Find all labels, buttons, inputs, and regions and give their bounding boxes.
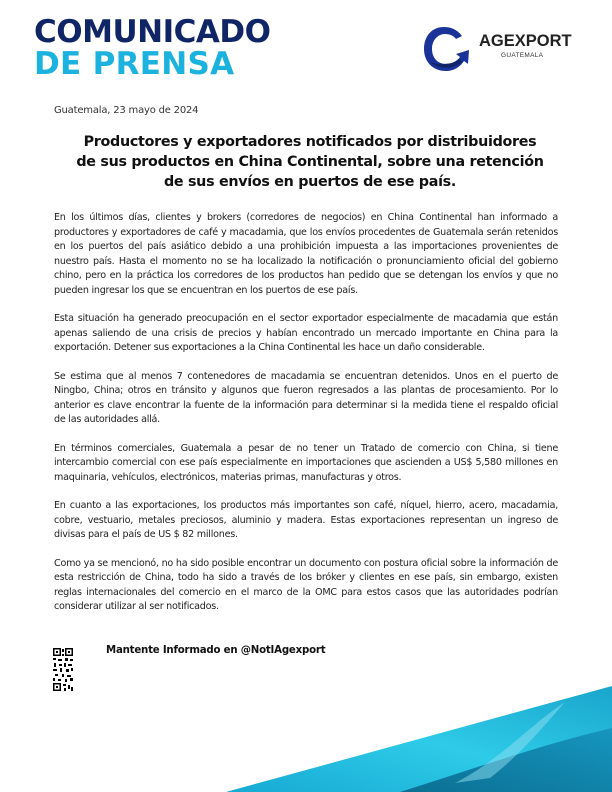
paragraph: Esta situación ha generado preocupación en el sector exportador especialmente de macadamia que están apenas saliendo de una crisis de precios y habían encontrado un mercado importante en China para la exportación. Detener sus exportaciones a la China Continental les hace un daño considerable. [54,313,558,353]
paragraph: En cuanto a las exportaciones, los productos más importantes son café, níquel, hierro, acero, macadamia, cobre, vestuario, metales preciosos, aluminio y madera. Estas exportaciones representan un ingreso de divisas para el país de US $ 82 millones. [54,500,558,540]
headline [60,132,560,192]
title-de-prensa: DE PRENSA [34,46,235,82]
article-body [54,211,558,629]
headline-line: de sus productos en China Continental, sobre una retención [76,154,544,170]
social-follow-text: Mantente Informado en @NotIAgexport [106,645,326,656]
headline-line: de sus envíos en puertos de ese país. [163,174,457,190]
press-release-title [34,16,270,80]
agexport-logo [422,24,582,74]
paragraph: En los últimos días, clientes y brokers (corredores de negocios) en China Continental han informado a productores y exportadores de café y macadamia, que los envíos procedentes de Guatemala serán retenidos en los puertos del país asiático debido a una prohibición impuesta a las importaciones provenientes de nuestro país. Hasta el momento no se ha localizado la notificación o pronunciamiento oficial del gobierno chino, pero en la práctica los corredores de los productos han pedido que se detengan los envíos y que no pueden ingresar los que se encuentran en los puertos de ese país. [54,212,558,296]
paragraph: Se estima que al menos 7 contenedores de macadamia se encuentran detenidos. Unos en el puerto de Ningbo, China; otros en tránsito y algunos que fueron regresados a las plantas de procesamiento. Por lo anterior es clave encontrar la fuente de la información para determinar si la medida tiene el respaldo oficial de las autoridades allá. [54,370,558,425]
headline-line: Productores y exportadores notificados por distribuidores [83,134,537,150]
logo-name: AGEXPORT [479,32,572,50]
paragraph: En términos comerciales, Guatemala a pesar de no tener un Tratado de comercio con China, si tiene intercambio comercial con ese país especialmente en importaciones que ascienden a US$ 5,580 millones en maquinaria, vehículos, electrónicos, materias primas, manufacturas y otros. [54,442,558,483]
title-comunicado: COMUNICADO [34,14,271,50]
release-date: Guatemala, 23 mayo de 2024 [54,105,199,116]
paragraph: Como ya se mencionó, no ha sido posible encontrar un documento con postura oficial sobre la información de esta restricción de China, todo ha sido a través de los bróker y clientes en ese país, sin embargo, existen reglas internacionales del comercio en el marco de la OMC para estos casos que las autoridades podrían considerar utilizar al ser notificados. [54,557,558,612]
g-arrow-logo-icon [422,24,474,74]
qr-code-icon[interactable] [52,647,74,692]
logo-subtitle: GUATEMALA [501,52,544,59]
